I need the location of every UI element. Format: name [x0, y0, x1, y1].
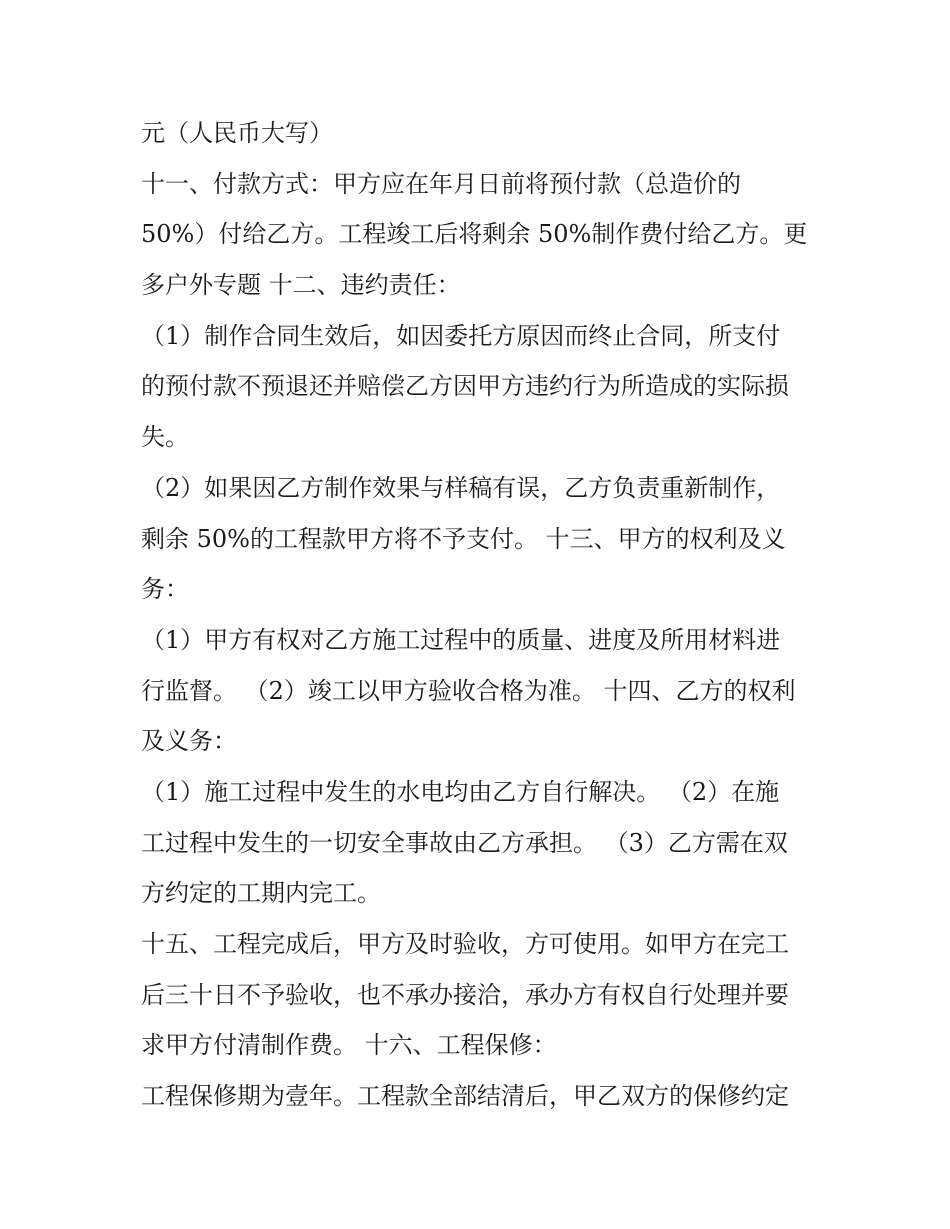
- text-line: （1）制作合同生效后，如因委托方原因而终止合同，所支付: [141, 321, 781, 350]
- text-line: （1）甲方有权对乙方施工过程中的质量、进度及所用材料进: [141, 625, 781, 654]
- text-line: 50%）付给乙方。工程竣工后将剩余 50%制作费付给乙方。更: [141, 220, 808, 249]
- text-line: 行监督。 （2）竣工以甲方验收合格为准。 十四、乙方的权利: [141, 676, 796, 705]
- text-line: 的预付款不预退还并赔偿乙方因甲方违约行为所造成的实际损: [141, 372, 789, 401]
- text-line: （1）施工过程中发生的水电均由乙方自行解决。 （2）在施: [141, 777, 780, 806]
- text-line: 方约定的工期内完工。: [141, 879, 381, 908]
- text-line: 务：: [141, 575, 189, 604]
- text-line: 工过程中发生的一切安全事故由乙方承担。 （3）乙方需在双: [141, 828, 788, 857]
- text-line: 十五、工程完成后，甲方及时验收，方可使用。如甲方在完工: [141, 930, 789, 958]
- text-line: 十一、付款方式：甲方应在年月日前将预付款（总造价的: [141, 169, 741, 198]
- text-line: 多户外专题 十二、违约责任：: [141, 271, 461, 300]
- text-line: 失。: [141, 423, 189, 452]
- text-line: 后三十日不予验收，也不承办接洽，承办方有权自行处理并要: [141, 980, 789, 1009]
- text-line: 工程保修期为壹年。工程款全部结清后，甲乙双方的保修约定: [141, 1082, 789, 1111]
- text-line: 及义务：: [141, 727, 237, 756]
- text-line: 求甲方付清制作费。 十六、工程保修：: [141, 1031, 557, 1060]
- text-line: 剩余 50%的工程款甲方将不予支付。 十三、甲方的权利及义: [141, 524, 786, 553]
- text-line: 元（人民币大写）: [141, 119, 333, 147]
- contract-text: [141, 108, 821, 1122]
- text-line: （2）如果因乙方制作效果与样稿有误，乙方负责重新制作，: [141, 473, 781, 502]
